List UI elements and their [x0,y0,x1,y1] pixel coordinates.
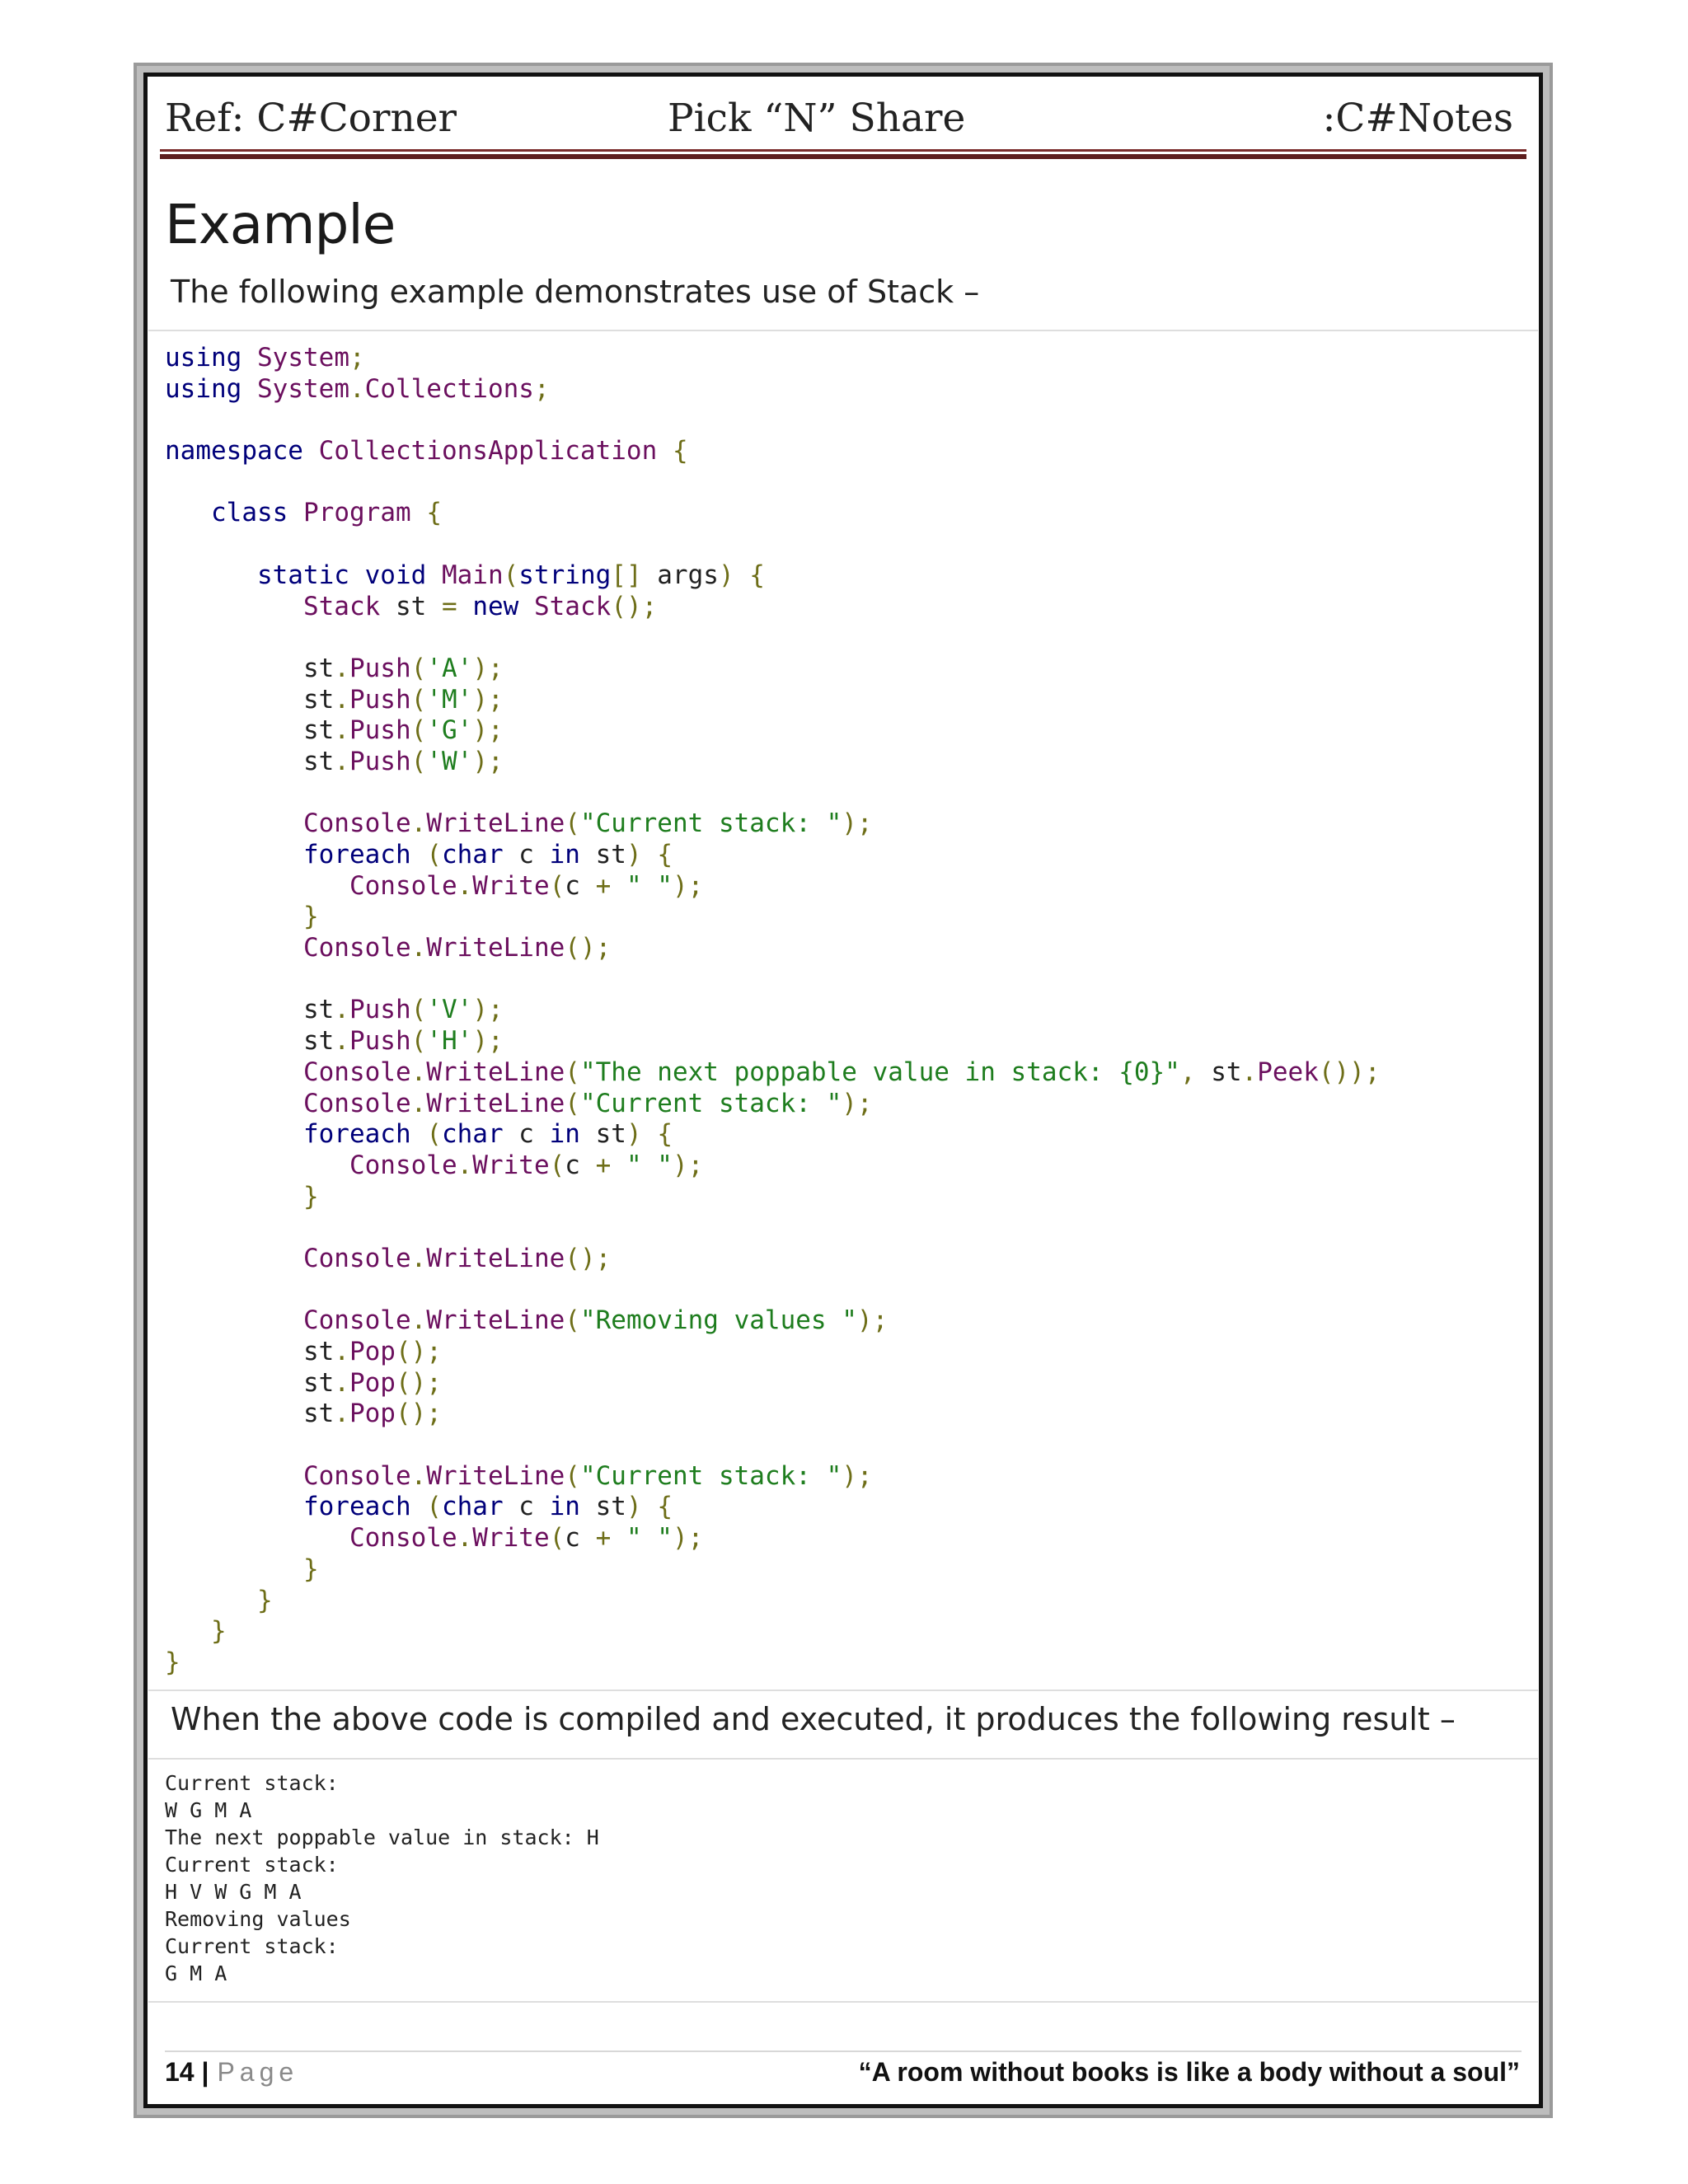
code-token: ); [842,808,873,839]
code-token: c [565,1523,596,1554]
output-line: Current stack: [165,1771,339,1795]
code-token [165,1554,303,1584]
section-title: Example [165,193,396,256]
code-line [165,840,1381,871]
output-line: The next poppable value in stack: H [165,1825,599,1849]
code-token: st [579,1492,626,1522]
code-token [349,560,365,590]
code-token: { [749,560,765,590]
code-token: "The next poppable value in stack: {0}" [579,1057,1180,1087]
code-token: (); [565,933,612,963]
code-token: Peek [1257,1057,1319,1087]
code-token: 'M' [426,684,473,715]
code-token: ( [426,840,442,869]
code-token: Push [349,1026,411,1057]
code-token: Console [349,1150,457,1180]
code-token: . [410,1305,427,1336]
code-token: 'V' [426,995,473,1025]
code-token [611,871,626,901]
code-token: Console [302,1057,411,1087]
code-token: Main [441,560,504,590]
code-token: Console [302,1088,411,1118]
code-token: ); [842,1088,873,1118]
code-line [165,1089,1381,1120]
code-token: } [256,1585,273,1615]
code-token: . [410,808,427,839]
code-line [165,1399,1381,1430]
code-token: ( [426,1119,442,1150]
code-token: ( [410,653,427,683]
code-token: Push [349,653,411,683]
footer-quote: “A room without books is like a body without a soul” [858,2057,1520,2087]
code-token: " " [626,870,673,901]
footer-page [165,2057,298,2088]
code-token: "Current stack: " [579,1460,842,1491]
output-top-divider [148,1758,1538,1760]
code-token: c [503,1119,550,1150]
code-line [165,622,1381,654]
code-token: ); [672,870,704,901]
code-token: Push [349,715,411,746]
code-line [165,871,1381,902]
code-token [411,1492,427,1521]
section-intro: The following example demonstrates use of Stack – [171,274,980,310]
code-line [165,374,1381,405]
code-token: "Current stack: " [579,808,842,839]
code-token: st [165,746,335,776]
code-token: Push [349,684,411,715]
code-line [165,405,1381,436]
code-token [165,933,303,963]
code-token: ); [472,995,504,1025]
code-token: WriteLine [426,933,565,963]
header-notes: :C#Notes [1322,96,1513,141]
code-token [611,1151,626,1180]
code-token [165,1461,303,1491]
code-token: (); [395,1399,442,1429]
code-token: ); [856,1305,889,1336]
code-token: ( [549,1523,565,1554]
code-token: Push [349,746,411,776]
code-token: st [165,715,335,746]
code-token: in [549,1492,580,1522]
code-token [165,1586,257,1615]
code-token: char [441,840,504,869]
code-token: new [472,591,519,621]
code-line [165,685,1381,716]
code-line [165,1492,1381,1523]
code-token: ( [549,1150,565,1180]
code-token [642,1119,658,1149]
code-token [165,1089,303,1118]
code-token: ( [549,870,565,901]
code-line [165,529,1381,560]
code-token: { [657,840,673,869]
code-token: System [257,343,349,373]
code-token: ); [472,653,504,683]
page-number: 14 [165,2057,195,2087]
code-line [165,498,1381,529]
code-token: ; [533,373,550,404]
code-line [165,1305,1381,1337]
code-token: Write [472,870,550,901]
code-line [165,1368,1381,1399]
code-token: WriteLine [426,1057,565,1087]
code-token: ); [472,746,504,776]
code-token: WriteLine [426,1305,565,1336]
header-rule-thick [160,154,1526,159]
code-token: ( [410,715,427,746]
code-token: ) [718,560,734,590]
code-token: "Removing values " [579,1305,857,1336]
code-token: Push [349,995,411,1025]
code-token: . [334,653,349,683]
code-token: ); [472,715,504,746]
code-line [165,1151,1381,1182]
code-token: foreach [302,840,411,869]
code-token: ); [672,1523,704,1554]
code-token: . [410,1057,427,1087]
code-token: ( [565,1088,580,1118]
code-line [165,654,1381,685]
code-token [165,1151,349,1180]
code-token: Write [472,1150,550,1180]
code-token: " " [626,1150,673,1180]
code-token [165,1305,303,1335]
code-token: (); [395,1337,442,1366]
code-token: . [1241,1057,1258,1087]
code-token: } [165,1647,181,1677]
code-token [165,1523,349,1553]
code-token [303,436,319,466]
code-token: . [334,1337,349,1366]
code-token: args [641,560,719,590]
code-token: . [457,870,473,901]
code-token: WriteLine [426,808,565,839]
code-token: WriteLine [426,1243,565,1273]
code-token: . [457,1150,473,1180]
code-token [165,498,211,527]
code-token: CollectionsApplication [318,436,658,466]
code-token: c [565,1150,596,1180]
code-token: WriteLine [426,1088,565,1118]
code-token [518,592,534,621]
code-token: ) [626,840,642,869]
code-line [165,933,1381,964]
code-token: . [334,1026,349,1057]
code-token: Console [302,808,411,839]
code-token: Console [302,1460,411,1491]
code-token: c [565,870,596,901]
code-token: char [441,1119,504,1150]
code-token: ( [410,1026,427,1057]
code-token [288,498,303,527]
code-line [165,778,1381,809]
code-top-divider [148,330,1538,331]
code-token [657,436,673,466]
code-token [165,808,303,838]
code-token: ); [472,1026,504,1057]
code-line [165,1244,1381,1275]
code-token: { [657,1119,673,1150]
code-token: ()); [1318,1057,1381,1087]
code-token: st [165,1367,335,1398]
code-token: . [410,1460,427,1491]
code-token: . [410,933,427,963]
code-token [165,1616,211,1646]
code-token [241,374,257,404]
code-token: foreach [302,1119,411,1150]
code-token [165,1492,303,1521]
code-token: + [595,1523,612,1554]
code-token: ( [410,684,427,715]
output-bottom-divider [148,2001,1538,2003]
code-token [165,592,303,621]
code-token: Program [303,498,411,528]
code-token: c [503,1492,550,1522]
code-line [165,1616,1381,1647]
code-line [165,747,1381,778]
code-token: Console [302,1305,411,1336]
output-line: W G M A [165,1798,252,1822]
code-token: } [211,1616,227,1647]
code-token [457,592,473,621]
output-line: Current stack: [165,1934,339,1958]
code-token: st [579,840,626,869]
code-token: void [364,560,427,590]
code-line [165,1554,1381,1586]
code-token [642,1492,658,1521]
code-token: Pop [349,1337,396,1366]
code-token: { [657,1492,673,1522]
code-token: ( [565,1057,580,1087]
code-token: st [165,1337,335,1366]
code-token: ( [565,808,580,839]
code-block [165,343,1381,1679]
code-token [241,343,257,373]
code-token: st [165,653,335,683]
code-token: st [165,1026,335,1057]
code-token: Stack [533,591,612,621]
code-line [165,1026,1381,1057]
code-token: { [672,436,688,466]
code-token: Console [302,933,411,963]
code-line [165,1057,1381,1089]
code-line [165,1212,1381,1244]
code-token: (); [395,1367,442,1398]
code-token [426,560,442,590]
code-token: ); [842,1460,873,1491]
code-token: (); [565,1243,612,1273]
code-token: ( [426,1492,442,1522]
code-token: c [503,840,550,869]
output-line: Current stack: [165,1853,339,1877]
code-line [165,1119,1381,1151]
code-token: ); [472,684,504,715]
code-token: 'H' [426,1026,473,1057]
code-token: ( [503,560,519,590]
code-token: Pop [349,1399,396,1429]
code-token: st [165,684,335,715]
code-token: 'A' [426,653,473,683]
code-token: System [257,373,349,404]
code-token [165,840,303,869]
code-line [165,1182,1381,1213]
code-token: , [1179,1057,1196,1087]
code-token: . [410,1088,427,1118]
code-line [165,1337,1381,1368]
code-token: ( [410,995,427,1025]
code-token: st [579,1119,626,1150]
code-line [165,995,1381,1026]
code-token [165,560,257,590]
code-token [411,498,427,527]
code-line [165,902,1381,933]
code-token: ( [565,1460,580,1491]
output-block [165,1769,599,1987]
code-token [165,1244,303,1273]
code-token: ( [565,1305,580,1336]
code-token: . [349,373,365,404]
page-header [165,92,1517,145]
code-token: ); [672,1150,704,1180]
code-token [411,1119,427,1149]
code-token: (); [611,591,658,621]
code-token: Console [302,1243,411,1273]
code-token: in [549,840,580,869]
code-token: "Current stack: " [579,1088,842,1118]
code-line [165,808,1381,840]
code-token: = [441,591,457,621]
code-token: { [426,498,442,528]
header-rule-thin [160,149,1526,152]
code-token: . [334,995,349,1025]
code-token: 'W' [426,746,473,776]
footer-rule [165,2050,1522,2052]
code-token [411,840,427,869]
code-token: . [334,1399,349,1429]
code-line [165,1647,1381,1679]
code-token: foreach [302,1492,411,1522]
code-line [165,467,1381,499]
page-separator: | [201,2057,209,2087]
code-token: ) [626,1492,642,1522]
code-line [165,715,1381,747]
code-token: . [334,715,349,746]
code-token: Pop [349,1367,396,1398]
header-title: Pick “N” Share [668,96,966,141]
code-token: st [1195,1057,1242,1087]
code-token [165,1057,303,1087]
page-label: Page [217,2057,299,2087]
code-line [165,1275,1381,1306]
code-token: st [165,1399,335,1429]
code-token: WriteLine [426,1460,565,1491]
code-token: using [165,343,242,373]
code-token: ) [626,1119,642,1150]
code-token [611,1523,626,1553]
code-token: . [334,1367,349,1398]
code-token: using [165,373,242,404]
code-token [165,1182,303,1212]
code-token: ; [349,343,365,373]
code-token: . [334,684,349,715]
result-intro: When the above code is compiled and executed, it produces the following result – [171,1701,1456,1737]
code-line [165,343,1381,374]
code-token: + [595,870,612,901]
code-token: [] [611,560,642,590]
code-line [165,592,1381,623]
code-line [165,1461,1381,1493]
code-token: Console [349,1523,457,1554]
code-token: string [518,560,612,590]
code-token: st [165,995,335,1025]
code-token: class [211,498,288,528]
code-token [165,1119,303,1149]
header-ref: Ref: C#Corner [165,96,457,141]
output-line: G M A [165,1961,227,1985]
code-token: Collections [364,373,534,404]
code-token: } [302,1554,319,1584]
code-line [165,436,1381,467]
code-token [642,840,658,869]
code-token [165,871,349,901]
code-token: . [410,1243,427,1273]
code-line [165,1430,1381,1461]
code-token: ( [410,746,427,776]
code-token [165,902,303,931]
code-token: + [595,1150,612,1180]
code-token: in [549,1119,580,1150]
code-token: . [334,746,349,776]
code-token: st [380,591,442,621]
code-line [165,1586,1381,1617]
code-line [165,964,1381,996]
code-token [734,560,750,590]
code-token: Stack [302,591,381,621]
code-token: Write [472,1523,550,1554]
output-line: Removing values [165,1907,351,1931]
output-line: H V W G M A [165,1880,302,1904]
code-token: . [457,1523,473,1554]
code-token: static [256,560,349,590]
code-token: } [302,1181,319,1212]
code-line [165,1523,1381,1554]
code-line [165,560,1381,592]
code-bottom-divider [148,1690,1538,1691]
code-token: 'G' [426,715,473,746]
code-token: namespace [165,436,303,466]
code-token: char [441,1492,504,1522]
code-token: " " [626,1523,673,1554]
code-token: } [302,902,319,932]
code-token: Console [349,870,457,901]
